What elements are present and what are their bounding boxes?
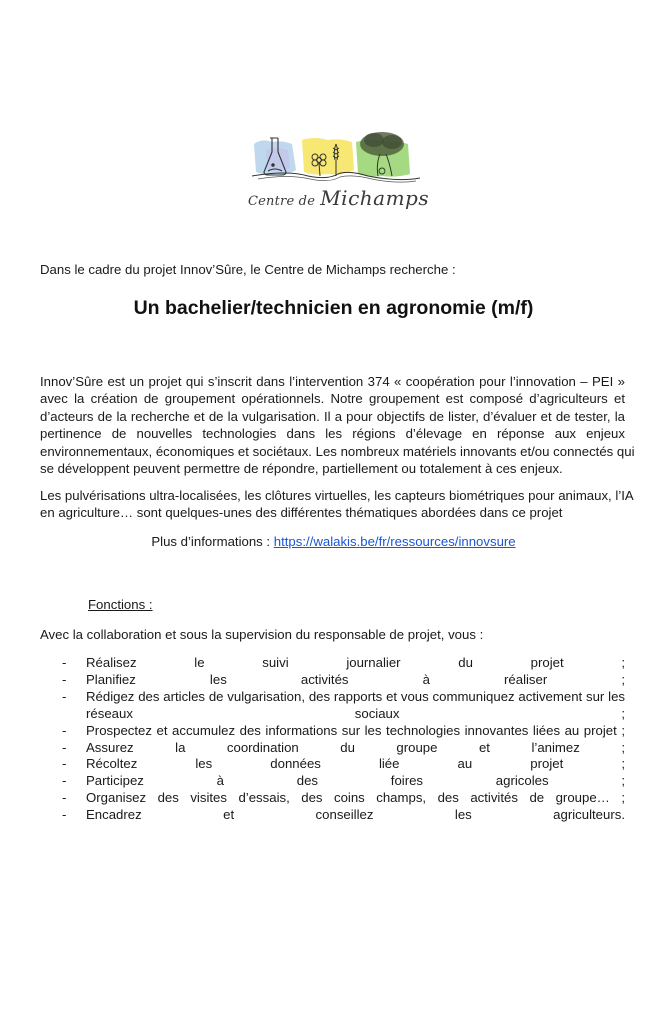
paragraph-line: pertinence de nouvelles technologies dans les régions d’élevage en réponse aux enjeux	[40, 426, 625, 442]
paragraph-line: en agriculture… sont quelques-unes des différentes thématiques abordées dans ce projet	[40, 505, 563, 521]
logo-illustration	[248, 130, 426, 192]
list-item	[0, 807, 625, 824]
list-item	[0, 723, 625, 740]
list-item	[0, 740, 625, 757]
functions-lead-text: Avec la collaboration et sous la supervision du responsable de projet, vous :	[40, 627, 484, 642]
dash-bullet-icon: -	[62, 739, 67, 755]
more-info-line	[0, 534, 667, 549]
list-item-text: Prospectez et accumulez des informations sur les technologies innovantes liées au projet ;	[86, 722, 625, 738]
functions-list	[0, 655, 667, 824]
list-item	[0, 655, 625, 672]
dash-bullet-icon: -	[62, 671, 67, 687]
logo-text-small: Centre de	[248, 194, 316, 209]
list-item-text: Organisez des visites d’essais, des coins champs, des activités de groupe… ;	[86, 790, 625, 806]
list-item-text: Assurez la coordination du groupe et l’animez ;	[86, 739, 625, 755]
job-title: Un bachelier/technicien en agronomie (m/f)	[133, 297, 534, 319]
list-item	[0, 790, 625, 807]
list-item	[0, 756, 625, 773]
logo-text-big: Michamps	[320, 186, 430, 210]
paragraph-line: environnementaux, économiques et sociétaux. Les nombreux matériels innovants et/ou connectés qui	[40, 443, 635, 459]
paragraph-line: se développent peuvent permettre de répondre, partiellement ou totalement à ces enjeux.	[40, 461, 563, 477]
paragraph-line: d’acteurs de la recherche et de la vulgarisation. Il a pour objectifs de lister, d’évaluer et de tester, la	[40, 408, 625, 424]
list-item	[0, 689, 625, 723]
themes-paragraph	[40, 487, 634, 522]
paragraph-line: Les pulvérisations ultra-localisées, les clôtures virtuelles, les capteurs biométriques pour animaux, l’IA	[40, 488, 634, 503]
list-item-text: réseaux sociaux ;	[86, 705, 625, 721]
dash-bullet-icon: -	[62, 756, 67, 772]
list-item-text: Encadrez et conseillez les agriculteurs.	[86, 807, 625, 823]
dash-bullet-icon: -	[62, 688, 67, 704]
project-description-paragraph	[40, 373, 635, 477]
dash-bullet-icon: -	[62, 655, 67, 670]
list-item-text: Planifiez les activités à réaliser ;	[86, 671, 625, 687]
centre-de-michamps-logo	[248, 130, 430, 220]
intro-text: Dans le cadre du projet Innov’Sûre, le Centre de Michamps recherche :	[40, 262, 456, 277]
paragraph-line: avec la création de groupement opérationnels. Notre groupement est composé d’agriculteurs et	[40, 391, 625, 407]
dash-bullet-icon: -	[62, 722, 67, 738]
list-item-text: Rédigez des articles de vulgarisation, des rapports et vous communiquez activement sur les	[86, 688, 625, 704]
innovsure-link[interactable]: https://walakis.be/fr/ressources/innovsure	[273, 534, 516, 549]
paragraph-line: Innov’Sûre est un projet qui s’inscrit dans l’intervention 374 « coopération pour l’innovation – PEI »	[40, 374, 625, 389]
list-item	[0, 672, 625, 689]
dash-bullet-icon: -	[62, 773, 67, 789]
list-item	[0, 773, 625, 790]
dash-bullet-icon: -	[62, 807, 67, 823]
list-item-text: Réalisez le suivi journalier du projet ;	[86, 655, 625, 670]
functions-heading: Fonctions :	[88, 597, 153, 612]
logo-wordmark	[248, 186, 430, 210]
list-item-text: Récoltez les données liée au projet ;	[86, 756, 625, 772]
list-item-text: Participez à des foires agricoles ;	[86, 773, 625, 789]
dash-bullet-icon: -	[62, 790, 67, 806]
more-info-label: Plus d’informations :	[151, 534, 274, 549]
